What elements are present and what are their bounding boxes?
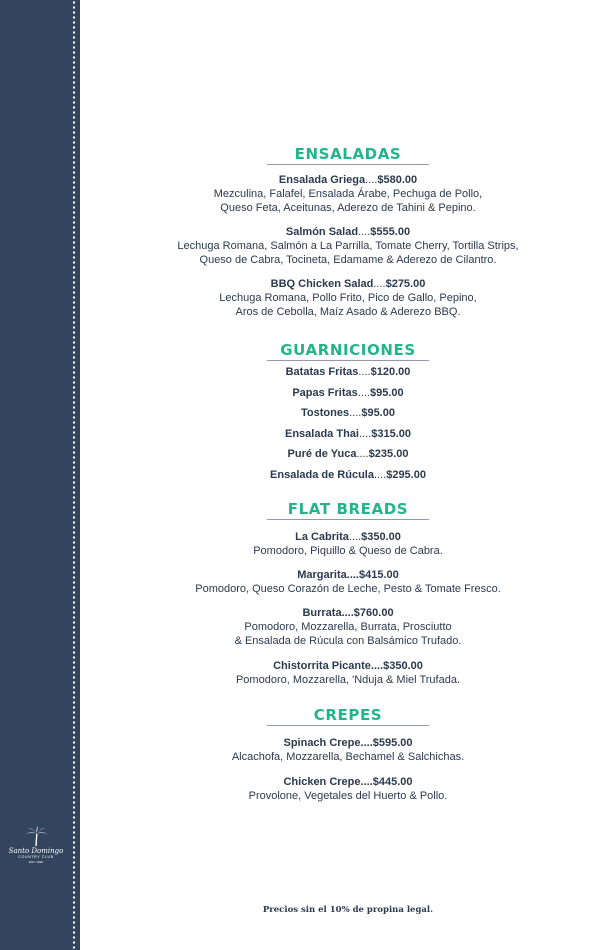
item-name: Papas Fritas [292, 387, 358, 399]
item-name: Chistorrita Picante [273, 660, 371, 672]
item-name: Ensalada de Rúcula [270, 469, 374, 481]
item-description: Queso de Cabra, Tocineta, Edamame & Aderezo de Cilantro. [199, 254, 497, 266]
menu-item-burrata [82, 607, 614, 620]
menu-item-la-cabrita [82, 531, 614, 544]
section-title-flat-breads: FLAT BREADS [287, 500, 409, 518]
item-price: $415.00 [359, 569, 399, 581]
item-separator: .... [373, 469, 387, 481]
menu-item-margarita [82, 569, 614, 582]
item-separator: .... [358, 428, 372, 440]
item-separator: .... [370, 660, 384, 672]
item-separator: .... [365, 174, 378, 186]
item-price: $275.00 [385, 278, 426, 290]
item-separator: .... [373, 278, 386, 290]
item-name: BBQ Chicken Salad [270, 278, 374, 290]
item-price: $295.00 [386, 469, 426, 481]
item-name: Batatas Fritas [285, 366, 359, 378]
item-price: $350.00 [361, 531, 401, 543]
sidebar-band [0, 0, 80, 950]
item-description: Mezculina, Falafel, Ensalada Árabe, Pechuga de Pollo, [213, 188, 483, 200]
menu-item-chicken-crepe [82, 776, 614, 789]
item-name: La Cabrita [295, 531, 349, 543]
item-price: $595.00 [372, 737, 413, 749]
item-price: $555.00 [370, 226, 411, 238]
item-name: Ensalada Griega [278, 174, 366, 186]
menu-content [82, 0, 614, 950]
menu-item-bbq-chicken-salad [82, 278, 614, 291]
item-price: $445.00 [372, 776, 413, 788]
item-name: Chicken Crepe [283, 776, 361, 788]
menu-item-tostones [82, 407, 614, 420]
menu-item-chistorrita-picante [82, 660, 614, 673]
menu-item-salmon-salad [82, 226, 614, 239]
item-price: $95.00 [370, 387, 404, 399]
item-name: Burrata [302, 607, 342, 619]
perforation-border [72, 0, 76, 950]
item-description: Alcachofa, Mozzarella, Bechamel & Salchichas. [231, 751, 465, 763]
section-title-guarniciones: GUARNICIONES [280, 341, 416, 359]
item-description: Aros de Cebolla, Maíz Asado & Aderezo BBQ. [235, 306, 461, 318]
item-separator: .... [360, 737, 373, 749]
item-separator: .... [341, 607, 354, 619]
title-underline [267, 725, 429, 726]
title-underline [267, 519, 429, 520]
section-title-ensaladas: ENSALADAS [294, 145, 402, 163]
item-name: Margarita [297, 569, 347, 581]
menu-item-papas-fritas [82, 387, 614, 400]
item-description: Lechuga Romana, Salmón a La Parrilla, Tomate Cherry, Tortilla Strips, [177, 240, 519, 252]
menu-item-batatas-fritas [82, 366, 614, 379]
item-price: $120.00 [370, 366, 411, 378]
item-description: Pomodoro, Mozzarella, 'Nduja & Miel Trufada. [235, 674, 461, 686]
item-price: $315.00 [371, 428, 411, 440]
item-price: $235.00 [368, 448, 409, 460]
item-price: $350.00 [383, 660, 423, 672]
item-separator: .... [358, 366, 371, 378]
logo-name: Santo Domingo [8, 847, 64, 855]
title-underline [267, 360, 429, 361]
item-description: & Ensalada de Rúcula con Balsámico Trufado. [234, 635, 462, 647]
item-description: Provolone, Vegetales del Huerto & Pollo. [248, 790, 448, 802]
item-description: Queso Feta, Aceitunas, Aderezo de Tahini & Pepino. [220, 202, 476, 214]
item-separator: .... [348, 531, 362, 543]
item-separator: .... [358, 226, 371, 238]
menu-item-pure-de-yuca [82, 448, 614, 461]
item-price: $95.00 [361, 407, 395, 419]
logo-subtitle: COUNTRY CLUB [18, 855, 54, 859]
item-price: $580.00 [377, 174, 418, 186]
item-name: Tostones [301, 407, 350, 419]
item-name: Puré de Yuca [287, 448, 357, 460]
item-separator: .... [357, 387, 370, 399]
menu-item-ensalada-de-rucula [82, 469, 614, 482]
footer-note: Precios sin el 10% de propina legal. [262, 905, 434, 915]
item-description: Lechuga Romana, Pollo Frito, Pico de Gallo, Pepino, [219, 292, 477, 304]
item-name: Ensalada Thai [285, 428, 359, 440]
section-title-crepes: CREPES [313, 706, 383, 724]
item-separator: .... [346, 569, 359, 581]
club-logo [4, 826, 68, 876]
item-name: Salmón Salad [285, 226, 359, 238]
title-underline [267, 164, 429, 165]
menu-item-ensalada-thai [82, 428, 614, 441]
palm-tree-icon [23, 826, 49, 846]
item-separator: .... [349, 407, 362, 419]
item-separator: .... [360, 776, 373, 788]
item-description: Pomodoro, Mozzarella, Burrata, Prosciutto [244, 621, 452, 633]
item-separator: .... [356, 448, 369, 460]
menu-item-ensalada-griega [82, 174, 614, 187]
item-price: $760.00 [353, 607, 394, 619]
item-description: Pomodoro, Queso Corazón de Leche, Pesto & Tomate Fresco. [195, 583, 501, 595]
menu-item-spinach-crepe [82, 737, 614, 750]
item-name: Spinach Crepe [283, 737, 361, 749]
item-description: Pomodoro, Piquillo & Queso de Cabra. [253, 545, 443, 557]
logo-est: EST. 1920 [29, 860, 43, 864]
